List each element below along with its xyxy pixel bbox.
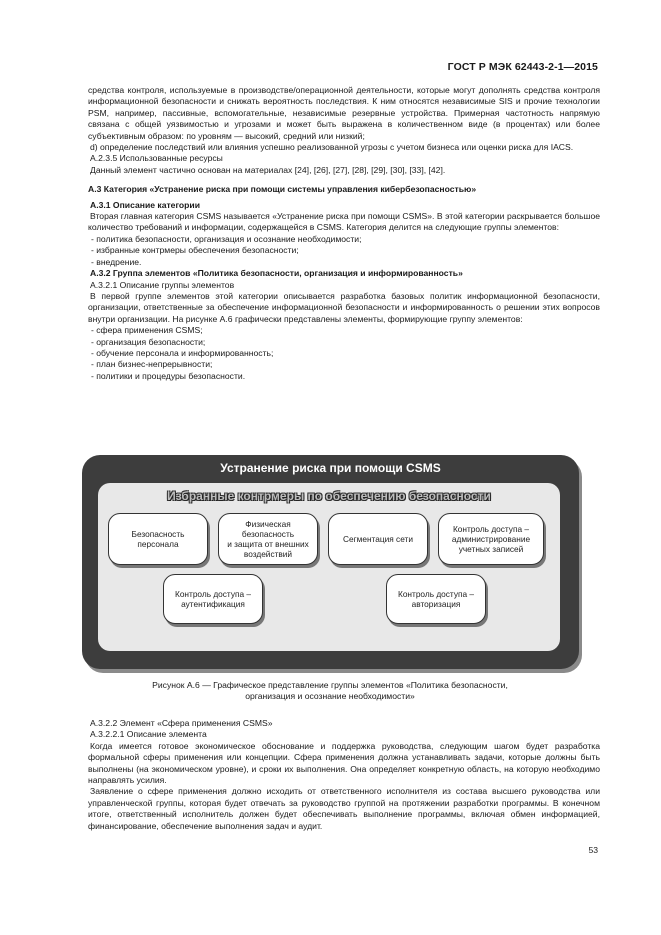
list-item: - политика безопасности, организация и осознание необходимости; — [91, 233, 362, 244]
section-heading: А.3.2.1 Описание группы элементов — [90, 279, 235, 290]
box-access-control-authentication — [163, 574, 263, 624]
box-line: и защита от внешних — [227, 539, 309, 549]
box-line: Безопасность — [131, 529, 185, 539]
list-item: - организация безопасности; — [91, 336, 206, 347]
paragraph: В первой группе элементов этой категории описывается разработка базовых политик информационной безопасности, организации, ответственные за обеспечение информационной безопасности и информированность о решении этих вопросов внутри организации. На рисунке А.6 графически представлены элементы, формирующие группу элементов: — [88, 290, 600, 324]
box-line: аутентификация — [181, 599, 245, 609]
box-line: Контроль доступа – — [397, 589, 475, 599]
figure-title: Устранение риска при помощи CSMS — [220, 461, 441, 475]
figure-caption — [90, 680, 570, 703]
list-item: - избранные контрмеры обеспечения безопасности; — [91, 245, 299, 256]
box-access-control-authorization — [386, 574, 486, 624]
section-heading: А.3.2 Группа элементов «Политика безопасности, организация и информированность» — [90, 268, 463, 279]
box-line: воздействий — [243, 549, 293, 559]
box-line: авторизация — [411, 599, 461, 609]
box-line: Физическая — [245, 519, 291, 529]
list-item: - внедрение. — [91, 256, 142, 267]
box-network-segmentation — [328, 513, 428, 565]
box-line: безопасность — [241, 529, 295, 539]
figure-inner-panel — [98, 483, 560, 651]
box-line: Контроль доступа – — [174, 589, 252, 599]
section-heading: А.3.2.2.1 Описание элемента — [90, 729, 207, 740]
box-line: администрирование — [451, 534, 531, 544]
box-line: учетных записей — [458, 544, 524, 554]
section-heading: А.3.1 Описание категории — [90, 199, 200, 210]
page-number: 53 — [588, 845, 598, 855]
top-text — [88, 85, 600, 382]
page-header: ГОСТ Р МЭК 62443-2-1—2015 — [447, 61, 598, 73]
box-line: Контроль доступа – — [452, 524, 529, 534]
list-item: - сфера применения CSMS; — [91, 325, 203, 336]
caption-line: организация и осознание необходимости» — [245, 691, 415, 702]
paragraph: Данный элемент частично основан на материалах [24], [26], [27], [28], [29], [30], [33], [42]. — [90, 164, 446, 175]
box-line: персонала — [137, 539, 179, 549]
paragraph: Заявление о сфере применения должно исходить от ответственного исполнителя из состава высшего руководства или управленческой группы, которая будет отвечать за руководство группой на протяжении разработки программы. В конечном итоге, ответственный исполнитель должен будет обеспечивать выполнение программы, включая обмен информацией, финансирование, обеспечение выполнения задач и аудит. — [88, 786, 600, 831]
section-heading: А.2.3.5 Использованные ресурсы — [90, 153, 223, 164]
figure-diagram — [82, 455, 579, 669]
paragraph: средства контроля, используемые в производстве/операционной деятельности, которые могут дополнять средства контроля информационной безопасности и снижать вероятность последствия. К ним относятся независимые SIS и прочие технологии PSM, например, пассивные, вспомогательные, независимые резервные устройства. Примерная частотность напрямую связана с общей уязвимостью и угрозами и может быть выражена в количественном виде (в процентах) или более субъективным образом: по уровням — высокий, средний или низкий; — [88, 85, 600, 141]
list-item: - политики и процедуры безопасности. — [91, 370, 246, 381]
paragraph: d) определение последствий или влияния успешно реализованной угрозы с учетом бизнеса или оценки риска для IACS. — [90, 142, 574, 153]
caption-line: Рисунок А.6 — Графическое представление группы элементов «Политика безопасности, — [152, 680, 508, 690]
paragraph: Когда имеется готовое экономическое обоснование и поддержка руководства, следующим шагом будет разработка формальной сферы применения или концепции. Сфера применения должна устанавливать задачи, которые должны быть выполнены (на экономическом уровне), и сроки их выполнения. Она определяет конкретную область, на которую необходимо направлять усилия. — [88, 740, 600, 786]
list-item: - обучение персонала и информированность; — [91, 347, 274, 358]
figure-subtitle: Избранные контрмеры по обеспечению безопасности — [167, 489, 491, 503]
box-personnel-security — [108, 513, 208, 565]
box-access-control-accounts — [438, 513, 544, 565]
box-physical-security — [218, 513, 318, 565]
list-item: - план бизнес-непрерывности; — [91, 359, 213, 370]
box-line: Сегментация сети — [343, 534, 413, 544]
section-heading: А.3 Категория «Устранение риска при помощи системы управления кибербезопасностью» — [88, 184, 477, 195]
paragraph: Вторая главная категория CSMS называется «Устранение риска при помощи CSMS». В этой категории раскрывается большое количество требований и информации, содержащейся в CSMS. Категория делится на следующие группы элементов: — [88, 211, 600, 233]
section-heading: А.3.2.2 Элемент «Сфера применения CSMS» — [90, 718, 273, 728]
bottom-text — [88, 718, 600, 832]
